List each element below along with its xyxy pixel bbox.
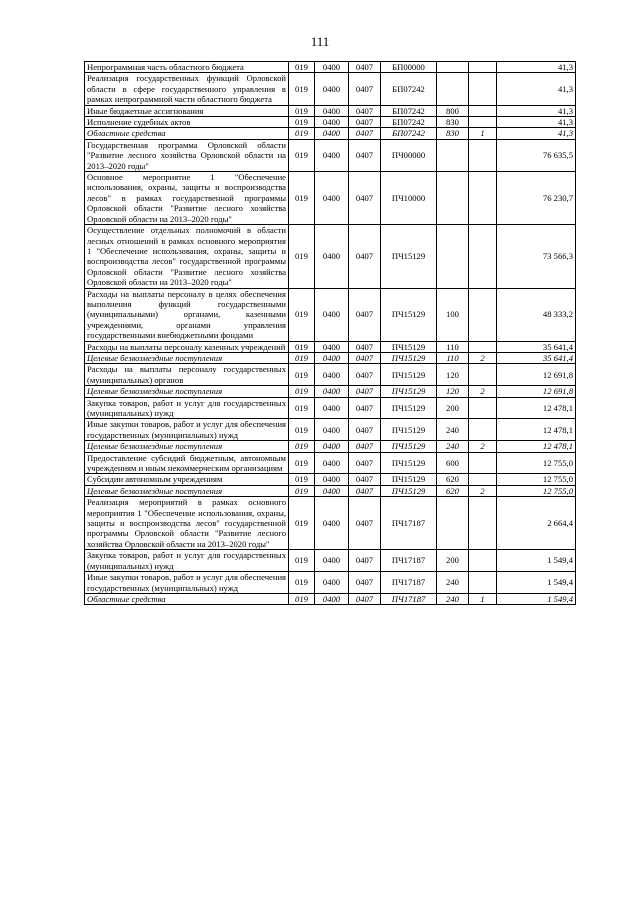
amount-cell: 41,3: [497, 128, 576, 139]
section-code-cell: 0400: [315, 497, 349, 550]
row-name-cell: Иные закупки товаров, работ и услуг для обеспечения государственных (муниципальных) нужд: [85, 572, 289, 594]
section-code-cell: 0400: [315, 225, 349, 288]
target-article-cell: ПЧ15129: [381, 352, 437, 363]
row-name-cell: Реализация мероприятий в рамках основного мероприятия 1 "Обеспечение использования, охраны, защиты и воспроизводства лесов" государственной программы Орловской области "Развитие лесного хозяйства Орловской области на 2013–2020 годы": [85, 497, 289, 550]
row-name-cell: Целевые безвозмездные поступления: [85, 386, 289, 397]
subsection-code-cell: 0407: [349, 572, 381, 594]
amount-cell: 41,3: [497, 62, 576, 73]
section-code-cell: 0400: [315, 386, 349, 397]
target-article-cell: ПЧ15129: [381, 341, 437, 352]
funding-source-cell: [469, 497, 497, 550]
funding-source-cell: [469, 474, 497, 485]
target-article-cell: ПЧ10000: [381, 172, 437, 225]
target-article-cell: ПЧ15129: [381, 441, 437, 452]
target-article-cell: ПЧ15129: [381, 485, 437, 496]
ved-code-cell: 019: [289, 441, 315, 452]
section-code-cell: 0400: [315, 474, 349, 485]
table-row: [85, 397, 576, 419]
ved-code-cell: 019: [289, 128, 315, 139]
funding-source-cell: 1: [469, 128, 497, 139]
amount-cell: 12 478,1: [497, 441, 576, 452]
ved-code-cell: 019: [289, 497, 315, 550]
funding-source-cell: 2: [469, 352, 497, 363]
ved-code-cell: 019: [289, 397, 315, 419]
target-article-cell: ПЧ15129: [381, 225, 437, 288]
ved-code-cell: 019: [289, 386, 315, 397]
table-row: [85, 128, 576, 139]
row-name-cell: Расходы на выплаты персоналу казенных учреждений: [85, 341, 289, 352]
subsection-code-cell: 0407: [349, 288, 381, 341]
table-row: [85, 288, 576, 341]
target-article-cell: ПЧ15129: [381, 288, 437, 341]
section-code-cell: 0400: [315, 572, 349, 594]
row-name-cell: Областные средства: [85, 128, 289, 139]
subsection-code-cell: 0407: [349, 172, 381, 225]
amount-cell: 76 635,5: [497, 139, 576, 171]
subsection-code-cell: 0407: [349, 62, 381, 73]
amount-cell: 12 691,8: [497, 386, 576, 397]
expense-type-cell: 800: [437, 105, 469, 116]
amount-cell: 1 549,4: [497, 550, 576, 572]
target-article-cell: ПЧ15129: [381, 452, 437, 474]
subsection-code-cell: 0407: [349, 105, 381, 116]
funding-source-cell: [469, 105, 497, 116]
ved-code-cell: 019: [289, 288, 315, 341]
ved-code-cell: 019: [289, 485, 315, 496]
table-row: [85, 225, 576, 288]
amount-cell: 12 755,0: [497, 474, 576, 485]
row-name-cell: Закупка товаров, работ и услуг для государственных (муниципальных) нужд: [85, 550, 289, 572]
section-code-cell: 0400: [315, 364, 349, 386]
expense-type-cell: 830: [437, 117, 469, 128]
ved-code-cell: 019: [289, 341, 315, 352]
expense-type-cell: 240: [437, 572, 469, 594]
funding-source-cell: [469, 572, 497, 594]
subsection-code-cell: 0407: [349, 117, 381, 128]
expense-type-cell: [437, 73, 469, 105]
row-name-cell: Целевые безвозмездные поступления: [85, 352, 289, 363]
table-row: [85, 172, 576, 225]
expense-type-cell: [437, 139, 469, 171]
subsection-code-cell: 0407: [349, 485, 381, 496]
ved-code-cell: 019: [289, 62, 315, 73]
section-code-cell: 0400: [315, 73, 349, 105]
amount-cell: 12 478,1: [497, 419, 576, 441]
funding-source-cell: 2: [469, 485, 497, 496]
section-code-cell: 0400: [315, 288, 349, 341]
table-row: [85, 452, 576, 474]
row-name-cell: Целевые безвозмездные поступления: [85, 441, 289, 452]
amount-cell: 35 641,4: [497, 341, 576, 352]
subsection-code-cell: 0407: [349, 386, 381, 397]
budget-table: [84, 61, 576, 605]
expense-type-cell: 200: [437, 550, 469, 572]
section-code-cell: 0400: [315, 352, 349, 363]
table-row: [85, 550, 576, 572]
funding-source-cell: [469, 452, 497, 474]
row-name-cell: Осуществление отдельных полномочий в области лесных отношений в рамках основного мероприятия 1 "Обеспечение использования, охраны, защиты и воспроизводства лесов" государственной программы Орловской области "Развитие лесного хозяйства Орловской области на 2013–2020 годы": [85, 225, 289, 288]
ved-code-cell: 019: [289, 172, 315, 225]
row-name-cell: Закупка товаров, работ и услуг для государственных (муниципальных) нужд: [85, 397, 289, 419]
subsection-code-cell: 0407: [349, 474, 381, 485]
amount-cell: 12 755,0: [497, 485, 576, 496]
table-row: [85, 139, 576, 171]
table-row: [85, 485, 576, 496]
subsection-code-cell: 0407: [349, 225, 381, 288]
table-row: [85, 105, 576, 116]
table-row: [85, 474, 576, 485]
expense-type-cell: 110: [437, 352, 469, 363]
ved-code-cell: 019: [289, 474, 315, 485]
table-row: [85, 441, 576, 452]
expense-type-cell: [437, 172, 469, 225]
funding-source-cell: [469, 62, 497, 73]
table-row: [85, 364, 576, 386]
ved-code-cell: 019: [289, 572, 315, 594]
funding-source-cell: [469, 225, 497, 288]
ved-code-cell: 019: [289, 117, 315, 128]
section-code-cell: 0400: [315, 452, 349, 474]
row-name-cell: Иные закупки товаров, работ и услуг для обеспечения государственных (муниципальных) нужд: [85, 419, 289, 441]
funding-source-cell: 2: [469, 441, 497, 452]
amount-cell: 41,3: [497, 105, 576, 116]
funding-source-cell: 2: [469, 386, 497, 397]
subsection-code-cell: 0407: [349, 397, 381, 419]
target-article-cell: ПЧ15129: [381, 419, 437, 441]
funding-source-cell: [469, 288, 497, 341]
expense-type-cell: 240: [437, 419, 469, 441]
ved-code-cell: 019: [289, 105, 315, 116]
expense-type-cell: 100: [437, 288, 469, 341]
target-article-cell: БП00000: [381, 62, 437, 73]
row-name-cell: Целевые безвозмездные поступления: [85, 485, 289, 496]
target-article-cell: ПЧ17187: [381, 593, 437, 604]
table-row: [85, 117, 576, 128]
table-row: [85, 73, 576, 105]
table-row: [85, 62, 576, 73]
target-article-cell: БП07242: [381, 73, 437, 105]
target-article-cell: ПЧ15129: [381, 397, 437, 419]
section-code-cell: 0400: [315, 62, 349, 73]
subsection-code-cell: 0407: [349, 73, 381, 105]
subsection-code-cell: 0407: [349, 441, 381, 452]
amount-cell: 48 333,2: [497, 288, 576, 341]
target-article-cell: ПЧ00000: [381, 139, 437, 171]
subsection-code-cell: 0407: [349, 341, 381, 352]
expense-type-cell: 200: [437, 397, 469, 419]
funding-source-cell: [469, 172, 497, 225]
ved-code-cell: 019: [289, 593, 315, 604]
funding-source-cell: [469, 364, 497, 386]
row-name-cell: Исполнение судебных актов: [85, 117, 289, 128]
amount-cell: 35 641,4: [497, 352, 576, 363]
target-article-cell: ПЧ15129: [381, 386, 437, 397]
target-article-cell: ПЧ15129: [381, 364, 437, 386]
expense-type-cell: 240: [437, 441, 469, 452]
ved-code-cell: 019: [289, 364, 315, 386]
ved-code-cell: 019: [289, 452, 315, 474]
expense-type-cell: [437, 497, 469, 550]
target-article-cell: ПЧ15129: [381, 474, 437, 485]
target-article-cell: ПЧ17187: [381, 550, 437, 572]
table-row: [85, 572, 576, 594]
expense-type-cell: 110: [437, 341, 469, 352]
amount-cell: 41,3: [497, 73, 576, 105]
amount-cell: 12 755,0: [497, 452, 576, 474]
amount-cell: 1 549,4: [497, 593, 576, 604]
row-name-cell: Государственная программа Орловской области "Развитие лесного хозяйства Орловской области на 2013–2020 годы": [85, 139, 289, 171]
subsection-code-cell: 0407: [349, 593, 381, 604]
table-row: [85, 593, 576, 604]
ved-code-cell: 019: [289, 550, 315, 572]
row-name-cell: Расходы на выплаты персоналу в целях обеспечения выполнения функций государственными (муниципальными) органами, казенными учреждениями, органами управления государственными внебюджетными фондами: [85, 288, 289, 341]
funding-source-cell: [469, 550, 497, 572]
subsection-code-cell: 0407: [349, 550, 381, 572]
funding-source-cell: [469, 397, 497, 419]
amount-cell: 12 691,8: [497, 364, 576, 386]
subsection-code-cell: 0407: [349, 139, 381, 171]
row-name-cell: Предоставление субсидий бюджетным, автономным учреждениям и иным некоммерческим организациям: [85, 452, 289, 474]
row-name-cell: Реализация государственных функций Орловской области в сфере государственного управления в рамках непрограммной части областного бюджета: [85, 73, 289, 105]
section-code-cell: 0400: [315, 441, 349, 452]
target-article-cell: БП07242: [381, 117, 437, 128]
row-name-cell: Иные бюджетные ассигнования: [85, 105, 289, 116]
expense-type-cell: 240: [437, 593, 469, 604]
section-code-cell: 0400: [315, 550, 349, 572]
subsection-code-cell: 0407: [349, 419, 381, 441]
table-row: [85, 352, 576, 363]
row-name-cell: Непрограммная часть областного бюджета: [85, 62, 289, 73]
funding-source-cell: [469, 419, 497, 441]
ved-code-cell: 019: [289, 73, 315, 105]
amount-cell: 41,3: [497, 117, 576, 128]
section-code-cell: 0400: [315, 139, 349, 171]
subsection-code-cell: 0407: [349, 128, 381, 139]
page-number: 111: [310, 34, 330, 49]
ved-code-cell: 019: [289, 352, 315, 363]
row-name-cell: Основное мероприятие 1 "Обеспечение использования, охраны, защиты и воспроизводства лесов" в рамках государственной программы Орловской области "Развитие лесного хозяйства Орловской области на 2013–2020 годы": [85, 172, 289, 225]
section-code-cell: 0400: [315, 341, 349, 352]
funding-source-cell: 1: [469, 593, 497, 604]
funding-source-cell: [469, 73, 497, 105]
ved-code-cell: 019: [289, 225, 315, 288]
section-code-cell: 0400: [315, 397, 349, 419]
section-code-cell: 0400: [315, 593, 349, 604]
funding-source-cell: [469, 117, 497, 128]
amount-cell: 76 230,7: [497, 172, 576, 225]
expense-type-cell: 120: [437, 364, 469, 386]
expense-type-cell: 830: [437, 128, 469, 139]
subsection-code-cell: 0407: [349, 352, 381, 363]
section-code-cell: 0400: [315, 117, 349, 128]
section-code-cell: 0400: [315, 105, 349, 116]
table-row: [85, 386, 576, 397]
subsection-code-cell: 0407: [349, 497, 381, 550]
target-article-cell: БП07242: [381, 105, 437, 116]
section-code-cell: 0400: [315, 485, 349, 496]
target-article-cell: ПЧ17187: [381, 572, 437, 594]
table-row: [85, 497, 576, 550]
section-code-cell: 0400: [315, 172, 349, 225]
expense-type-cell: 620: [437, 485, 469, 496]
ved-code-cell: 019: [289, 419, 315, 441]
funding-source-cell: [469, 139, 497, 171]
row-name-cell: Расходы на выплаты персоналу государственных (муниципальных) органов: [85, 364, 289, 386]
amount-cell: 73 566,3: [497, 225, 576, 288]
subsection-code-cell: 0407: [349, 452, 381, 474]
amount-cell: 12 478,1: [497, 397, 576, 419]
table-row: [85, 419, 576, 441]
expense-type-cell: [437, 62, 469, 73]
amount-cell: 1 549,4: [497, 572, 576, 594]
expense-type-cell: [437, 225, 469, 288]
row-name-cell: Субсидии автономным учреждениям: [85, 474, 289, 485]
target-article-cell: ПЧ17187: [381, 497, 437, 550]
expense-type-cell: 120: [437, 386, 469, 397]
amount-cell: 2 664,4: [497, 497, 576, 550]
section-code-cell: 0400: [315, 128, 349, 139]
row-name-cell: Областные средства: [85, 593, 289, 604]
section-code-cell: 0400: [315, 419, 349, 441]
subsection-code-cell: 0407: [349, 364, 381, 386]
expense-type-cell: 620: [437, 474, 469, 485]
expense-type-cell: 600: [437, 452, 469, 474]
ved-code-cell: 019: [289, 139, 315, 171]
funding-source-cell: [469, 341, 497, 352]
target-article-cell: БП07242: [381, 128, 437, 139]
table-row: [85, 341, 576, 352]
